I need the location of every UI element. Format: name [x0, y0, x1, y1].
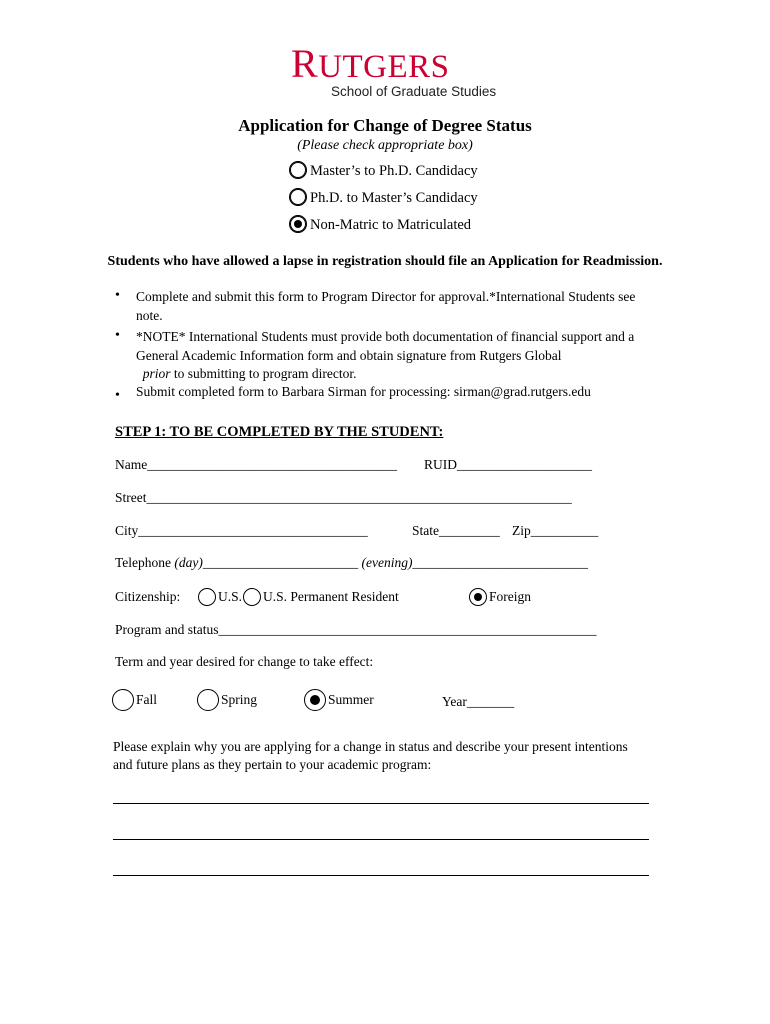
term-radio-spring[interactable]: [197, 689, 219, 711]
bullet-text-2: [136, 328, 666, 384]
street-field[interactable]: Street_______________________________________________________________: [115, 490, 572, 505]
state-field[interactable]: State_________: [412, 523, 500, 538]
bullet-text-3: Submit completed form to Barbara Sirman for processing: sirman@grad.rutgers.edu: [136, 384, 591, 399]
prior-emphasis: prior: [142, 366, 171, 381]
step-1-heading: STEP 1: TO BE COMPLETED BY THE STUDENT:: [115, 424, 444, 440]
evening-blank[interactable]: __________________________: [412, 555, 588, 570]
city-field[interactable]: City__________________________________: [115, 523, 368, 538]
page-subtitle: (Please check appropriate box): [297, 138, 473, 153]
status-label-non-matric: Non-Matric to Matriculated: [310, 217, 472, 233]
answer-line-1[interactable]: [113, 803, 649, 804]
telephone-label: Telephone: [115, 555, 175, 570]
citizenship-radio-permanent-resident[interactable]: [243, 588, 261, 606]
logo-initial: R: [291, 41, 319, 86]
term-radio-fall[interactable]: [112, 689, 134, 711]
rutgers-logo: [291, 41, 450, 86]
bullet-1-line-1: Complete and submit this form to Program Director for approval.*International Students see: [136, 289, 636, 304]
bullet-1: •: [115, 288, 120, 303]
citizenship-label-permanent-resident: U.S. Permanent Resident: [263, 589, 399, 604]
citizenship-radio-us[interactable]: [198, 588, 216, 606]
bullet-2-line-3: [136, 365, 666, 384]
telephone-field[interactable]: [115, 555, 588, 571]
ruid-field[interactable]: RUID____________________: [424, 457, 592, 472]
citizenship-label-us: U.S.: [218, 589, 243, 604]
day-label: (day): [174, 555, 203, 570]
citizenship-radio-foreign[interactable]: [469, 588, 487, 606]
logo-subtitle: School of Graduate Studies: [331, 84, 497, 99]
bullet-2-line-1: *NOTE* International Students must provide both documentation of financial support and a: [136, 329, 635, 344]
status-label-masters-to-phd: Master’s to Ph.D. Candidacy: [310, 163, 478, 179]
name-field[interactable]: Name_____________________________________: [115, 457, 397, 472]
bullet-2-line-3-rest: to submitting to program director.: [170, 366, 357, 381]
bullet-1-line-2: note.: [136, 307, 163, 323]
term-radio-summer[interactable]: [304, 689, 326, 711]
status-radio-non-matric[interactable]: [289, 215, 307, 233]
term-label-spring: Spring: [221, 692, 258, 707]
answer-line-3[interactable]: [113, 875, 649, 876]
explain-line-1: Please explain why you are applying for a change in status and describe your present intentions: [113, 739, 628, 754]
bullet-text-1: [136, 288, 666, 325]
answer-line-2[interactable]: [113, 839, 649, 840]
program-status-field[interactable]: Program and status________________________________________________________: [115, 622, 597, 637]
page-title: Application for Change of Degree Status: [238, 116, 532, 135]
citizenship-label: Citizenship:: [115, 589, 181, 604]
bullet-2: •: [115, 328, 120, 343]
year-field[interactable]: Year_______: [442, 694, 515, 709]
bullet-2-line-2: General Academic Information form and obtain signature from Rutgers Global: [136, 347, 562, 363]
status-radio-phd-to-masters[interactable]: [289, 188, 307, 206]
status-radio-masters-to-phd[interactable]: [289, 161, 307, 179]
explain-line-2: and future plans as they pertain to your academic program:: [113, 757, 432, 772]
zip-field[interactable]: Zip__________: [512, 523, 599, 538]
bullet-3: •: [115, 388, 120, 403]
readmission-notice: Students who have allowed a lapse in registration should file an Application for Readmission.: [107, 254, 663, 269]
logo-wordmark: UTGERS: [318, 49, 450, 85]
term-label: Term and year desired for change to take effect:: [115, 654, 374, 669]
term-label-summer: Summer: [328, 692, 374, 707]
day-blank[interactable]: _______________________: [202, 555, 362, 570]
citizenship-label-foreign: Foreign: [489, 589, 531, 604]
evening-label: (evening): [361, 555, 413, 570]
status-label-phd-to-masters: Ph.D. to Master’s Candidacy: [310, 190, 478, 206]
term-label-fall: Fall: [136, 692, 158, 707]
